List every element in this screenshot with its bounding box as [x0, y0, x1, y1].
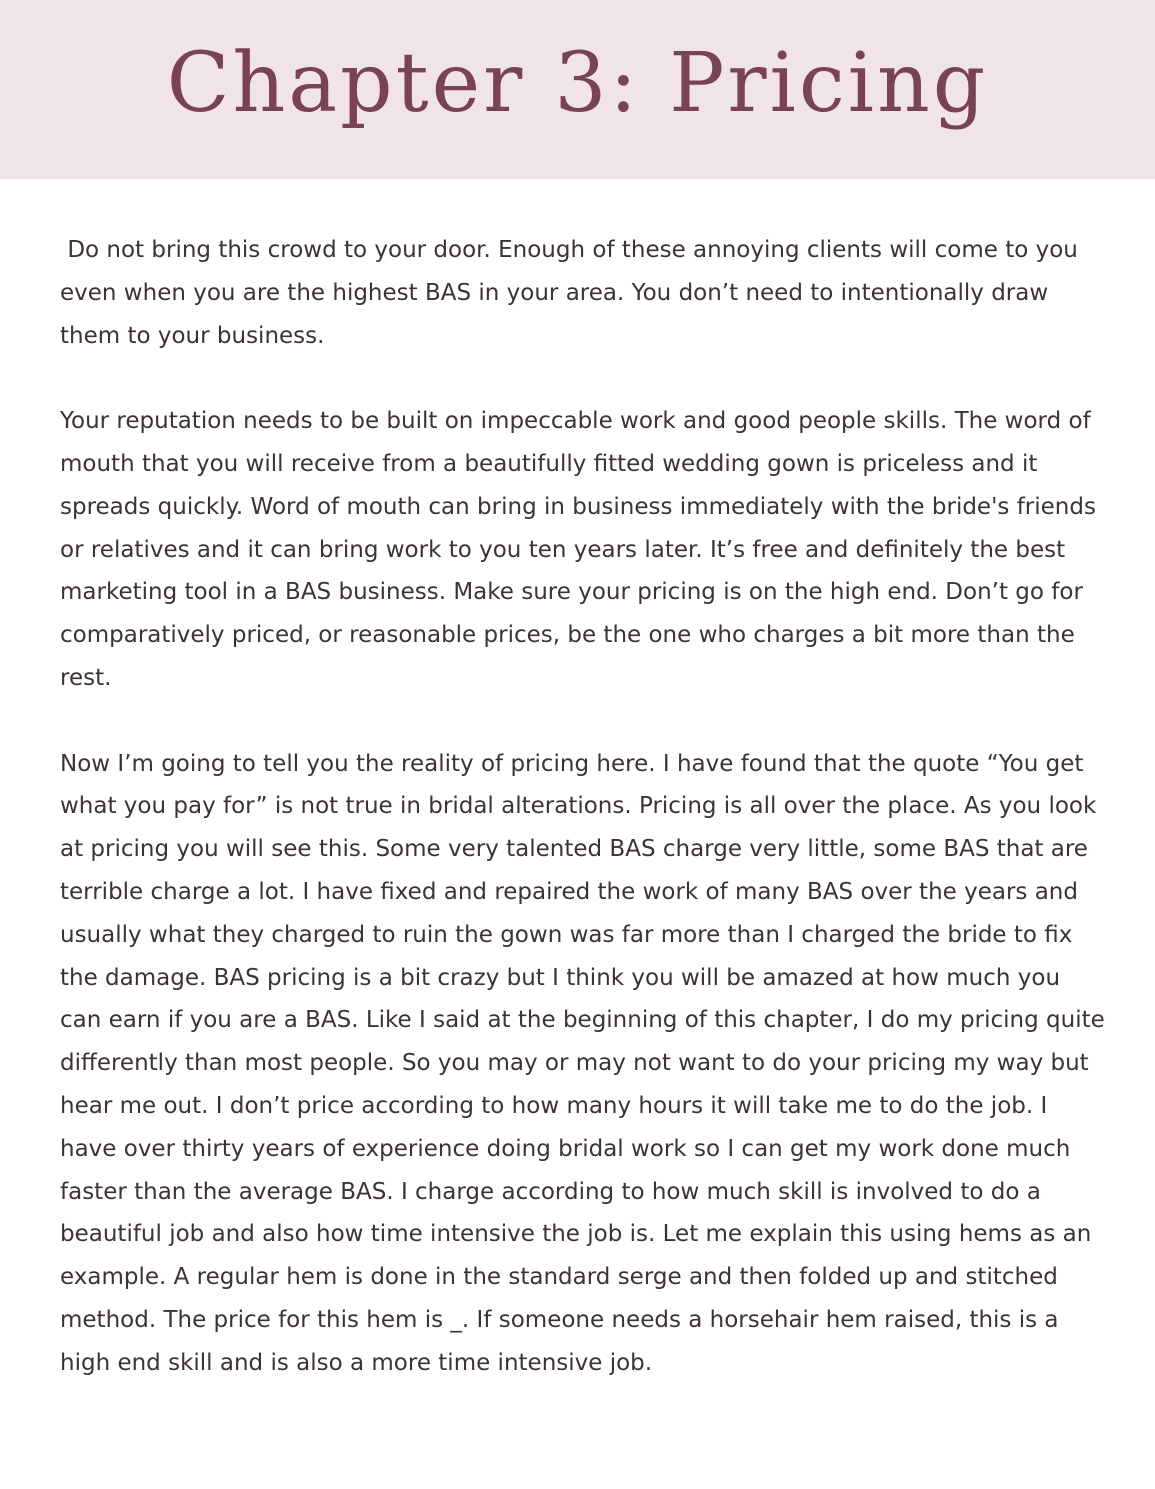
paragraph-3: Now I’m going to tell you the reality of pricing here. I have found that the quote “You get what you pay for” is not true in bridal alterations. Pricing is all over the place. As you look at pricing you will see this. Some very talented BAS charge very little, some BAS that are terrible charge a lot. I have fixed and repaired the work of many BAS over the years and usually what they charged to ruin the gown was far more than I charged the bride to fix the damage. BAS pricing is a bit crazy but I think you will be amazed at how much you can earn if you are a BAS. Like I said at the beginning of this chapter, I do my pricing quite differently than most people. So you may or may not want to do your pricing my way but hear me out. I don’t price according to how many hours it will take me to do the job. I have over thirty years of experience doing bridal work so I can get my work done much faster than the average BAS. I charge according to how much skill is involved to do a beautiful job and also how time intensive the job is. Let me explain this using hems as an example. A regular hem is done in the standard serge and then folded up and stitched method. The price for this hem is _. If someone needs a horsehair hem raised, this is a high end skill and is also a more time intensive job.: [60, 750, 1113, 1376]
paragraph-2: Your reputation needs to be built on impeccable work and good people skills. The word of mouth that you will receive from a beautifully fitted wedding gown is priceless and it spreads quickly. Word of mouth can bring in business immediately with the bride's friends or relatives and it can bring work to you ten years later. It’s free and definitely the best marketing tool in a BAS business. Make sure your pricing is on the high end. Don’t go for comparatively priced, or reasonable prices, be the one who charges a bit more than the rest.: [60, 408, 1104, 691]
chapter-title: Chapter 3: Pricing: [166, 36, 989, 131]
paragraph-1: Do not bring this crowd to your door. Enough of these annoying clients will come to you even when you are the highest BAS in your area. You don’t need to intentionally draw them to your business.: [60, 237, 1086, 349]
chapter-body: [60, 229, 1113, 1385]
chapter-header: [0, 0, 1155, 179]
